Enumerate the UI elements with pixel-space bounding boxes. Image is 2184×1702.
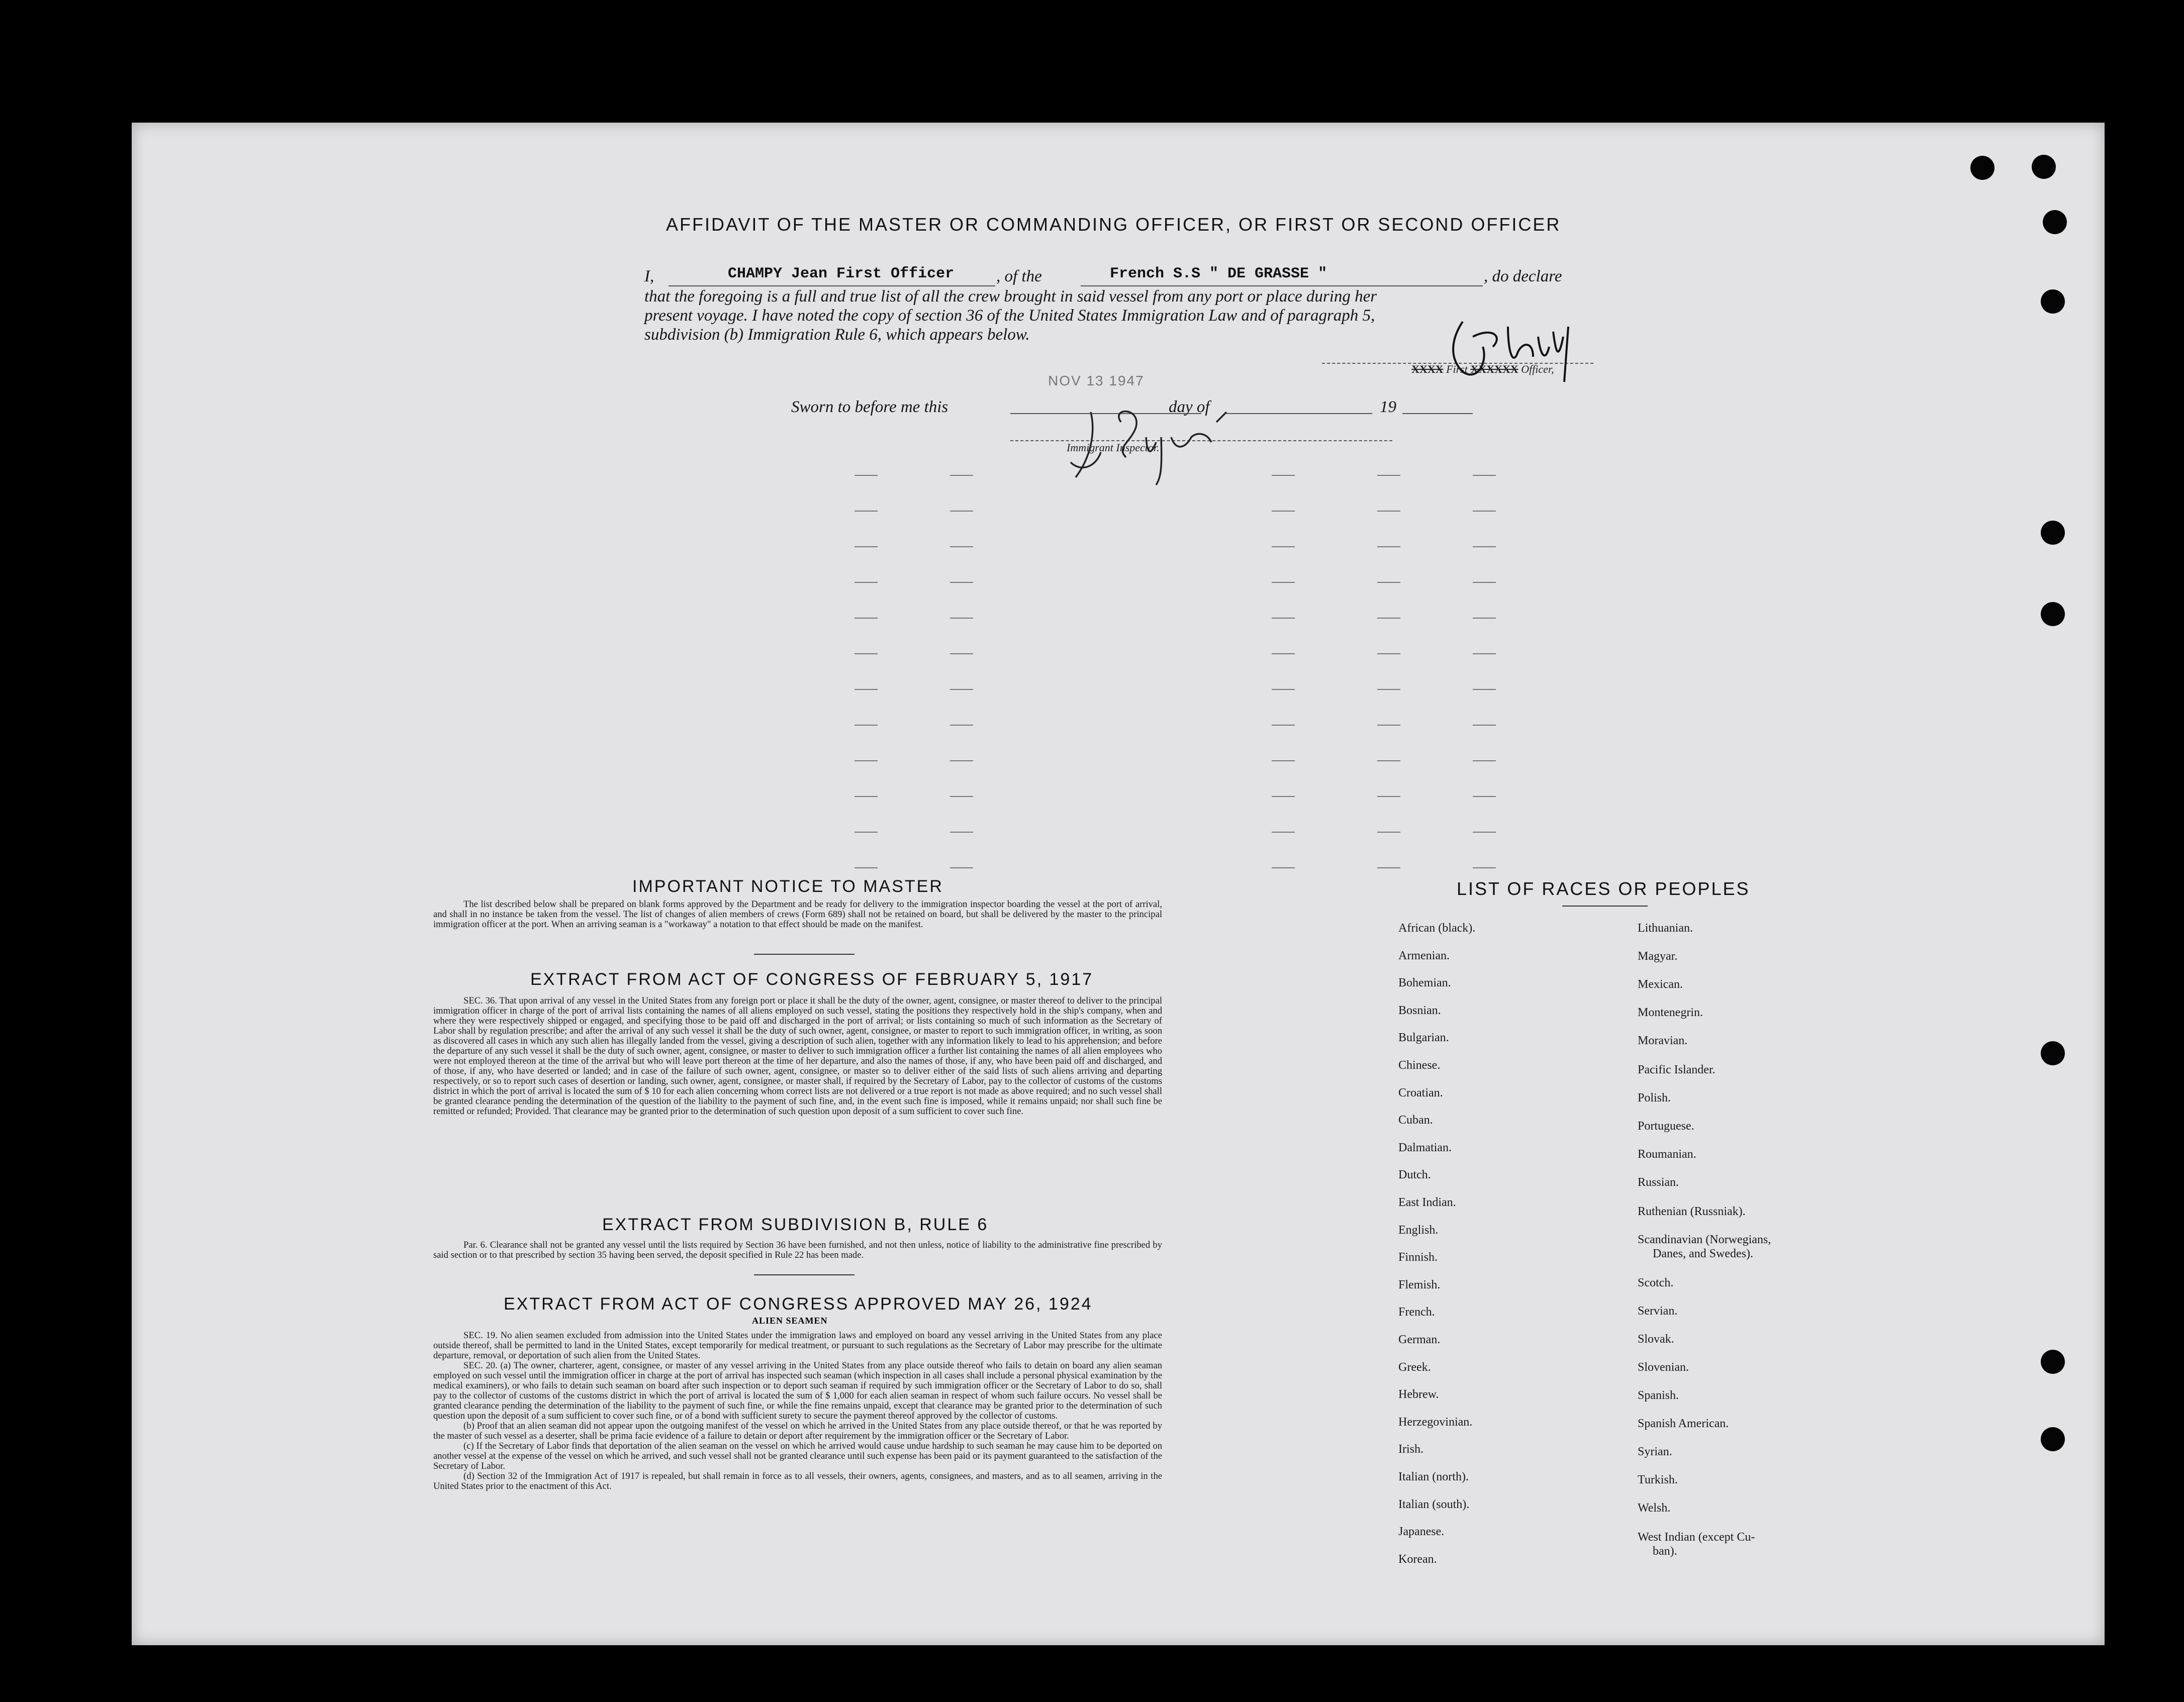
faint-dash — [1272, 832, 1295, 833]
extract-rule6-title: EXTRACT FROM SUBDIVISION B, RULE 6 — [602, 1215, 989, 1234]
faint-dash — [1473, 867, 1496, 868]
sworn-prefix: Sworn to before me this — [791, 398, 948, 416]
vessel-name: French S.S " DE GRASSE " — [1110, 265, 1327, 282]
officer-label-struck: XXXX — [1411, 363, 1444, 375]
punch-hole — [2041, 1041, 2065, 1065]
race-item: Irish. — [1398, 1443, 1423, 1456]
race-item: East Indian. — [1398, 1196, 1456, 1209]
faint-dash — [1377, 760, 1400, 761]
faint-dash — [1473, 832, 1496, 833]
faint-dash — [950, 475, 973, 476]
divider — [754, 954, 854, 955]
faint-dash — [1377, 582, 1400, 583]
race-item: Danes, and Swedes). — [1653, 1247, 1753, 1260]
faint-dash — [1473, 760, 1496, 761]
faint-dash — [950, 725, 973, 726]
faint-dash — [1272, 760, 1295, 761]
sec-20a-body: SEC. 20. (a) The owner, charterer, agent, consignee, or master of any vessel arriving in the United States from any place outside thereof who fails to detain on board any alien seaman employed on such vessel until the immigration officer in charge at the port of arrival has inspected such seaman (which inspection in all cases shall include a personal physical examination by the medical examiners), or who fails to detain such seaman on board after such inspection or to deport such seaman if required by such immigration officer or the Secretary of Labor to do so, shall pay to the collector of customs of the customs district in which the port of arrival is located the sum of $ 1,000 for each alien seaman in respect of whom such failure occurs. No vessel shall be granted clearance pending the determination of the liability to the payment of such fine, or while the fine remains unpaid, except that clearance may be granted prior to the determination of such question upon the deposit of a sum sufficient to cover such fine, or of a bond with sufficient surety to secure the payment thereof approved by the collector of customs. — [433, 1360, 1162, 1421]
punch-hole — [1970, 156, 1995, 180]
faint-dash — [1377, 618, 1400, 619]
race-item: Pacific Islander. — [1638, 1063, 1716, 1076]
vessel-underline — [1081, 285, 1483, 286]
officer-label-end: Officer, — [1521, 363, 1554, 375]
faint-dash — [950, 511, 973, 512]
punch-hole — [2041, 521, 2065, 545]
faint-dash — [1377, 796, 1400, 797]
race-item: Cuban. — [1398, 1114, 1433, 1127]
extract-1917-text — [433, 996, 1162, 1117]
faint-dash — [854, 689, 878, 690]
affidavit-declare: , do declare — [1484, 267, 1562, 285]
sworn-year: 19 — [1380, 398, 1396, 416]
race-item: Moravian. — [1638, 1034, 1688, 1047]
race-item: Welsh. — [1638, 1501, 1671, 1515]
faint-dash — [950, 689, 973, 690]
race-item: English. — [1398, 1223, 1439, 1237]
race-item: Mexican. — [1638, 978, 1683, 991]
faint-dash — [1272, 618, 1295, 619]
race-item: West Indian (except Cu- — [1638, 1531, 1755, 1544]
race-item: Dalmatian. — [1398, 1141, 1452, 1154]
race-item: Syrian. — [1638, 1445, 1672, 1458]
notice-title: IMPORTANT NOTICE TO MASTER — [632, 877, 943, 896]
sec-20d-body: (d) Section 32 of the Immigration Act of 1917 is repealed, but shall remain in force as to all vessels, their owners, agents, consignees, and masters, and as to all seamen, arriving in the United States prior to the enactment of this Act. — [433, 1471, 1162, 1491]
extract-rule6-body: Par. 6. Clearance shall not be granted any vessel until the lists required by Section 36 have been furnished, and not then unless, notice of liability to the administrative fine prescribed by said section or to that prescribed by section 35 having been served, the deposit specified in Rule 22 has been made. — [433, 1240, 1162, 1260]
affidavit-line-4: subdivision (b) Immigration Rule 6, which appears below. — [644, 326, 1030, 344]
faint-dash — [1272, 511, 1295, 512]
faint-dash — [854, 475, 878, 476]
race-item: Slovak. — [1638, 1333, 1674, 1346]
date-stamp: NOV 13 1947 — [1048, 373, 1145, 388]
declarant-underline — [669, 285, 995, 286]
punch-hole — [2043, 210, 2067, 234]
race-item: ban). — [1653, 1545, 1677, 1558]
sec-20c-body: (c) If the Secretary of Labor finds that deportation of the alien seaman on the vessel on which he arrived would cause undue hardship to such seaman he may cause him to be deported on another vessel at the expense of the vessel on which he arrived, and such vessel shall not be granted clearance until such expense has been paid or its payment guaranteed to the satisfaction of the Secretary of Labor. — [433, 1441, 1162, 1471]
punch-hole — [2032, 155, 2056, 179]
extract-1924-title: EXTRACT FROM ACT OF CONGRESS APPROVED MAY 26, 1924 — [504, 1294, 1093, 1314]
sworn-day-of: day of — [1169, 398, 1210, 416]
faint-dash — [1473, 725, 1496, 726]
faint-dash — [1272, 689, 1295, 690]
extract-1917-body: SEC. 36. That upon arrival of any vessel in the United States from any foreign port or place it shall be the duty of the owner, agent, consignee, or master thereof to deliver to the principal immigration officer in charge of the port of arrival lists containing the names of all aliens employed on such vessel, stating the positions they respectively hold in the ship's company, when and where they were respectively shipped or engaged, and specifying those to be paid off and discharged in the port of arrival; or lists containing so much of such information as the Secretary of Labor shall by regulation prescribe; and after the arrival of any such vessel it shall be the duty of such owner, agent, consignee, or master to report to such immigration officer, in writing, as soon as discovered all cases in which any such alien has illegally landed from the vessel, giving a description of such alien, together with any information likely to lead to his apprehension; and before the departure of any such vessel it shall be the duty of such owner, agent, consignee, or master to deliver to such immigration officer a further list containing the names of all alien employees who were not employed thereon at the time of the arrival but who will leave port thereon at the time of her departure, and also the names of those, if any, who have been paid off and discharged, and of those, if any, who have deserted or landed; and in case of the failure of such owner, agent, consignee, or master so to deliver either of the said lists of such aliens arriving and departing respectively, or so to report such cases of desertion or landing, such owner, agent, consignee, or master shall, if required by the Secretary of Labor, pay to the collector of customs of the customs district in which the port of arrival is located the sum of $ 10 for each alien concerning whom correct lists are not delivered or a true report is not made as above required; and no such vessel shall be granted clearance pending the determination of the question of the liability to the payment of such fine, and, in the event such fine is imposed, while it remains unpaid; nor shall such fine be remitted or refunded; Provided. That clearance may be granted prior to the determination of such question upon deposit of a sum sufficient to cover such fine. — [433, 995, 1162, 1117]
race-item: Herzegovinian. — [1398, 1415, 1473, 1429]
affidavit-line-1 — [644, 267, 654, 286]
faint-dash — [854, 867, 878, 868]
faint-dash — [950, 582, 973, 583]
faint-dash — [1272, 653, 1295, 654]
sworn-year-line — [1402, 413, 1473, 414]
faint-dash — [1272, 725, 1295, 726]
affidavit-title: AFFIDAVIT OF THE MASTER OR COMMANDING OFFICER, OR FIRST OR SECOND OFFICER — [666, 214, 1561, 235]
race-item: Flemish. — [1398, 1278, 1441, 1291]
faint-dash — [1473, 796, 1496, 797]
faint-dash — [1473, 546, 1496, 547]
faint-dash — [1377, 689, 1400, 690]
race-item: Spanish. — [1638, 1389, 1679, 1402]
race-item: Magyar. — [1638, 950, 1678, 963]
sec-20d — [433, 1471, 1162, 1491]
faint-dash — [1377, 653, 1400, 654]
race-item: Italian (south). — [1398, 1497, 1470, 1511]
faint-dash — [1377, 546, 1400, 547]
race-item: Chinese. — [1398, 1059, 1441, 1072]
race-item: Roumanian. — [1638, 1148, 1696, 1161]
divider — [754, 1274, 854, 1275]
faint-dash — [854, 511, 878, 512]
inspector-label: Immigrant Inspector. — [1067, 441, 1160, 454]
faint-dash — [950, 832, 973, 833]
sec-20c — [433, 1441, 1162, 1471]
affidavit-line-3: present voyage. I have noted the copy of section 36 of the United States Immigration Law and of paragraph 5, — [644, 307, 1375, 325]
inspector-signature — [1061, 402, 1252, 487]
officer-label-first: First — [1446, 363, 1468, 375]
race-item: Lithuanian. — [1638, 922, 1693, 935]
race-item: Greek. — [1398, 1360, 1431, 1374]
faint-dash — [854, 760, 878, 761]
faint-dash — [1473, 511, 1496, 512]
race-item: Montenegrin. — [1638, 1006, 1703, 1019]
faint-dash — [1377, 832, 1400, 833]
punch-hole — [2041, 602, 2065, 626]
punch-hole — [2041, 289, 2065, 314]
race-item: Bulgarian. — [1398, 1031, 1449, 1045]
officer-label-struck2: XXXXXX — [1470, 363, 1518, 375]
faint-dash — [950, 546, 973, 547]
faint-dash — [950, 867, 973, 868]
affidavit-line-2: that the foregoing is a full and true list of all the crew brought in said vessel from any port or place during her — [644, 287, 1377, 306]
faint-dash — [1473, 582, 1496, 583]
sec-20b — [433, 1421, 1162, 1441]
faint-dash — [854, 582, 878, 583]
faint-dash — [950, 760, 973, 761]
faint-dash — [854, 832, 878, 833]
faint-dash — [1272, 582, 1295, 583]
race-item: Scandinavian (Norwegians, — [1638, 1233, 1771, 1246]
faint-dash — [950, 796, 973, 797]
faint-dash — [950, 618, 973, 619]
faint-dash — [1377, 867, 1400, 868]
faint-dash — [854, 546, 878, 547]
race-item: Slovenian. — [1638, 1361, 1689, 1374]
faint-dash — [854, 725, 878, 726]
race-item: Finnish. — [1398, 1251, 1438, 1264]
faint-dash — [950, 653, 973, 654]
faint-dash — [1377, 511, 1400, 512]
sec-20a — [433, 1361, 1162, 1421]
punch-hole — [2041, 1427, 2065, 1451]
race-item: African (black). — [1398, 922, 1476, 935]
race-item: Servian. — [1638, 1305, 1678, 1318]
divider — [1562, 906, 1648, 907]
race-item: Japanese. — [1398, 1525, 1445, 1539]
affidavit-prefix: I, — [644, 267, 654, 285]
extract-1917-title: EXTRACT FROM ACT OF CONGRESS OF FEBRUARY 5, 1917 — [530, 970, 1094, 989]
sec-20b-body: (b) Proof that an alien seaman did not appear upon the outgoing manifest of the vessel on which he arrived in the United States from any place outside thereof, or that he was reported by the master of such vessel as a deserter, shall be prima facie evidence of a failure to detain or deport after requirement by the immigration officer or the Secretary of Labor. — [433, 1421, 1162, 1441]
sec-19-body: SEC. 19. No alien seamen excluded from admission into the United States under the immigration laws and employed on board any vessel arriving in the United States from any place outside thereof, shall be permitted to land in the United States, except temporarily for medical treatment, or pursuant to such regulations as the Secretary of Labor may prescribe for the ultimate departure, removal, or deportation of such alien from the United States. — [433, 1330, 1162, 1361]
race-item: Korean. — [1398, 1552, 1437, 1566]
race-item: Russian. — [1638, 1176, 1679, 1189]
faint-dash — [1377, 475, 1400, 476]
sec-19 — [433, 1331, 1162, 1361]
race-item: Portuguese. — [1638, 1120, 1694, 1133]
race-item: Turkish. — [1638, 1473, 1678, 1486]
race-item: German. — [1398, 1333, 1441, 1346]
race-item: Croatian. — [1398, 1086, 1443, 1099]
extract-rule6-text — [433, 1240, 1162, 1260]
race-item: Scotch. — [1638, 1276, 1674, 1289]
affidavit-of-the: , of the — [996, 267, 1042, 285]
notice-body: The list described below shall be prepared on blank forms approved by the Department and be ready for delivery to the immigration inspector boarding the vessel at the port of arrival, and shall in no instance be taken from the vessel. The list of changes of alien members of crews (Form 689) shall not be retained on board, but shall be delivered by the master to the principal immigration officer at the port. When an arriving seaman is a "workaway" a notation to that effect should be made on the manifest. — [433, 899, 1162, 930]
faint-dash — [1272, 546, 1295, 547]
race-item: Bosnian. — [1398, 1004, 1441, 1017]
faint-dash — [1473, 653, 1496, 654]
race-item: Italian (north). — [1398, 1470, 1469, 1483]
alien-seamen-heading: ALIEN SEAMEN — [752, 1316, 828, 1326]
race-item: Dutch. — [1398, 1168, 1431, 1182]
officer-signature — [1433, 307, 1603, 427]
race-item: Ruthenian (Russniak). — [1638, 1205, 1746, 1218]
faint-dash — [1272, 796, 1295, 797]
faint-dash — [1377, 725, 1400, 726]
extract-1924-text — [433, 1331, 1162, 1491]
notice-text — [433, 899, 1162, 930]
race-item: Armenian. — [1398, 949, 1450, 962]
race-item: Bohemian. — [1398, 976, 1451, 990]
race-item: French. — [1398, 1306, 1435, 1319]
faint-dash — [1272, 867, 1295, 868]
faint-dash — [1473, 689, 1496, 690]
faint-dash — [1473, 618, 1496, 619]
faint-dash — [1272, 475, 1295, 476]
declarant-name: CHAMPY Jean First Officer — [728, 265, 955, 282]
races-title: LIST OF RACES OR PEOPLES — [1457, 878, 1750, 899]
faint-dash — [1473, 475, 1496, 476]
punch-hole — [2041, 1350, 2065, 1374]
faint-dash — [854, 618, 878, 619]
faint-dash — [854, 653, 878, 654]
race-item: Spanish American. — [1638, 1417, 1729, 1430]
faint-dash — [854, 796, 878, 797]
race-item: Hebrew. — [1398, 1388, 1439, 1401]
race-item: Polish. — [1638, 1091, 1671, 1105]
